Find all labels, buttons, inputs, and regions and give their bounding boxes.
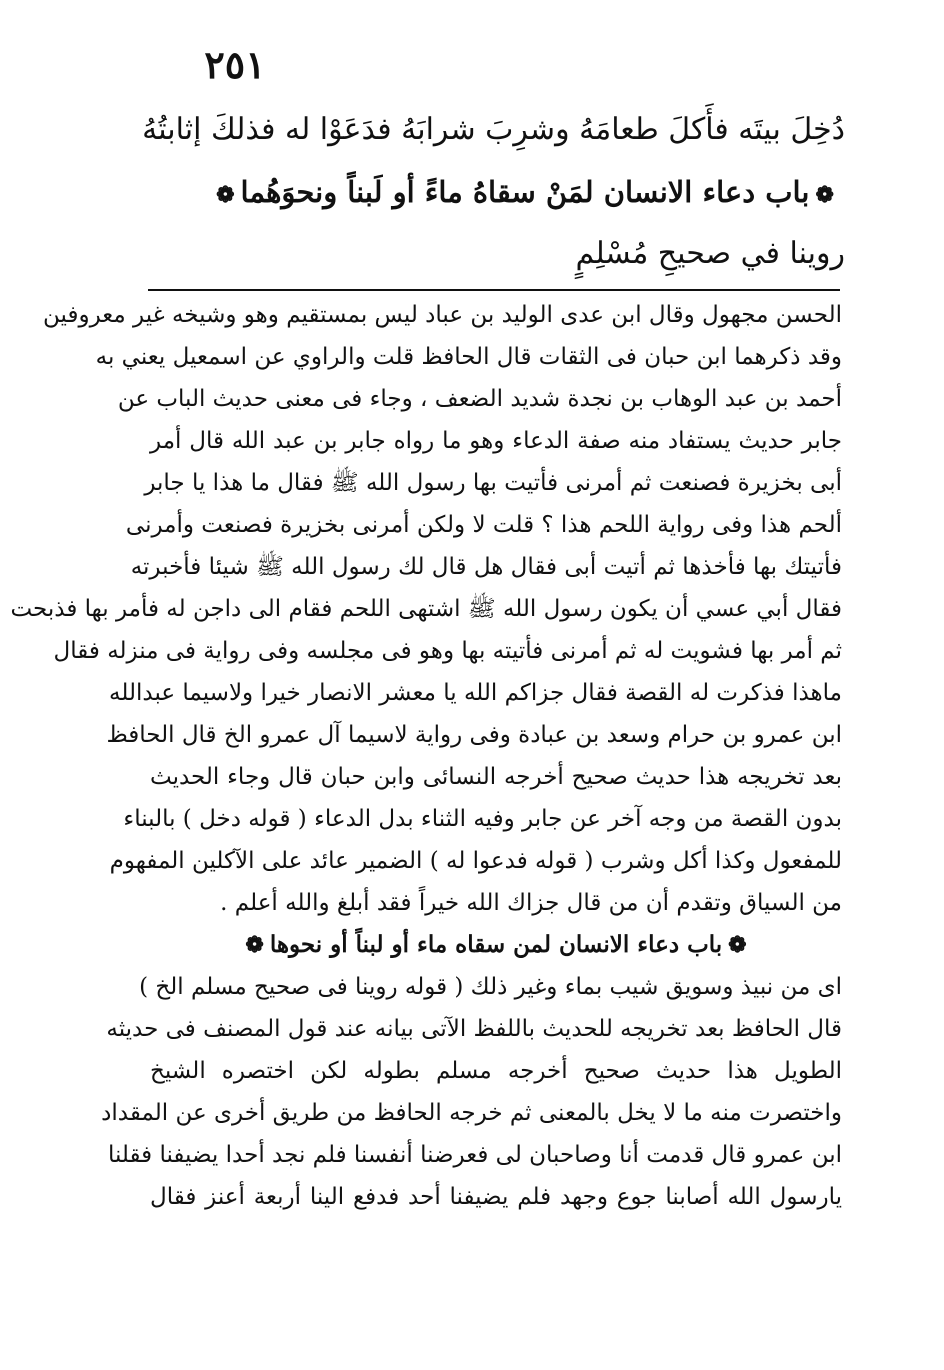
commentary-line: من السياق وتقدم أن من قال جزاك الله خيراً فقد أبلغ والله أعلم .: [220, 890, 842, 916]
divider-rule: [148, 289, 840, 291]
commentary-line: ابن عمرو بن حرام وسعد بن عبادة وفى رواية لاسيما آل عمرو الخ قال الحافظ: [106, 722, 842, 748]
commentary-line: يارسول الله أصابنا جوع وجهد فلم يضيفنا أحد فدفع الينا أربعة أعنز فقال: [150, 1184, 842, 1210]
commentary-block: [10, 294, 842, 1218]
commentary-line: فقال أبي عسي أن يكون رسول الله ﷺ اشتهى اللحم فقام الى داجن له فأمر بها فذبحت: [10, 596, 842, 622]
chapter-heading: [205, 162, 845, 222]
main-text-line: دُخِلَ بيتَه فأَكلَ طعامَهُ وشرِبَ شرابَهُ فدَعَوْا له فذلكَ إثابتُهُ: [142, 112, 845, 147]
commentary-line: جابر حديث يستفاد منه صفة الدعاء وهو ما رواه جابر بن عبد الله قال أمر: [150, 428, 842, 454]
commentary-chapter-heading: [150, 924, 842, 966]
commentary-heading-text: باب دعاء الانسان لمن سقاه ماء أو لبناً أو نحوها: [269, 931, 723, 958]
ornament-icon: ❁: [815, 182, 834, 208]
commentary-line: أبى بخزيرة فصنعت ثم أمرنى فأتيت بها رسول الله ﷺ فقال ما هذا يا جابر: [144, 470, 842, 496]
commentary-line: للمفعول وكذا أكل وشرب ( قوله فدعوا له ) الضمير عائد على الآكلين المفهوم: [109, 848, 842, 874]
commentary-line: ثم أمر بها فشويت له ثم أمرنى فأتيته بها وهو فى مجلسه وفى رواية فى منزله فقال: [53, 638, 842, 664]
commentary-line: بعد تخريجه هذا حديث صحيح أخرجه النسائى وابن حبان قال وجاء الحديث: [150, 764, 842, 790]
commentary-line: واختصرت منه ما لا يخل بالمعنى ثم خرجه الحافظ من طريق أخرى عن المقداد: [101, 1100, 842, 1126]
commentary-line: ماهذا فذكرت له القصة فقال جزاكم الله يا معشر الانصار خيرا ولاسيما عبدالله: [109, 680, 842, 706]
commentary-line: الطويل هذا حديث صحيح أخرجه مسلم بطوله لكن اختصره الشيخ: [150, 1058, 842, 1084]
ornament-icon: ❁: [728, 932, 747, 958]
ornament-icon: ❁: [245, 932, 264, 958]
chapter-heading-text: باب دعاء الانسان لمَنْ سقاهُ ماءً أو لَبناً ونحوَهُما: [240, 175, 810, 209]
commentary-line: وقد ذكرهما ابن حبان فى الثقات قال الحافظ قلت والراوي عن اسمعيل يعني به: [95, 344, 842, 370]
commentary-line: الحسن مجهول وقال ابن عدى الوليد بن عباد ليس بمستقيم وهو وشيخه غير معروفين: [43, 302, 842, 328]
commentary-line: قال الحافظ بعد تخريجه للحديث باللفظ الآتى بيانه عند قول المصنف فى حديثه: [106, 1016, 842, 1042]
page-number: ٢٥١: [204, 42, 266, 87]
main-text-block: [142, 98, 845, 286]
commentary-line: فأتيتك بها فأخذها ثم أتيت أبى فقال هل قال لك رسول الله ﷺ شيئا فأخبرته: [130, 554, 842, 580]
commentary-line: ألحم هذا وفى رواية اللحم هذا ؟ قلت لا ولكن أمرنى بخزيرة فصنعت وأمرنى: [125, 512, 842, 538]
commentary-line: ابن عمرو قال قدمت أنا وصاحبان لى فعرضنا أنفسنا فلم نجد أحدا يضيفنا فقلنا: [107, 1142, 842, 1168]
commentary-line: بدون القصة من وجه آخر عن جابر وفيه الثناء بدل الدعاء ( قوله دخل ) بالبناء: [123, 806, 842, 832]
commentary-line: أحمد بن عبد الوهاب بن نجدة شديد الضعف ، وجاء فى معنى حديث الباب عن: [117, 386, 842, 412]
commentary-line: اى من نبيذ وسويق شيب بماء وغير ذلك ( قوله روينا فى صحيح مسلم الخ ): [139, 974, 842, 1000]
main-text-line: روينا في صحيحِ مُسْلِمٍ: [575, 236, 845, 271]
ornament-icon: ❁: [216, 182, 235, 208]
